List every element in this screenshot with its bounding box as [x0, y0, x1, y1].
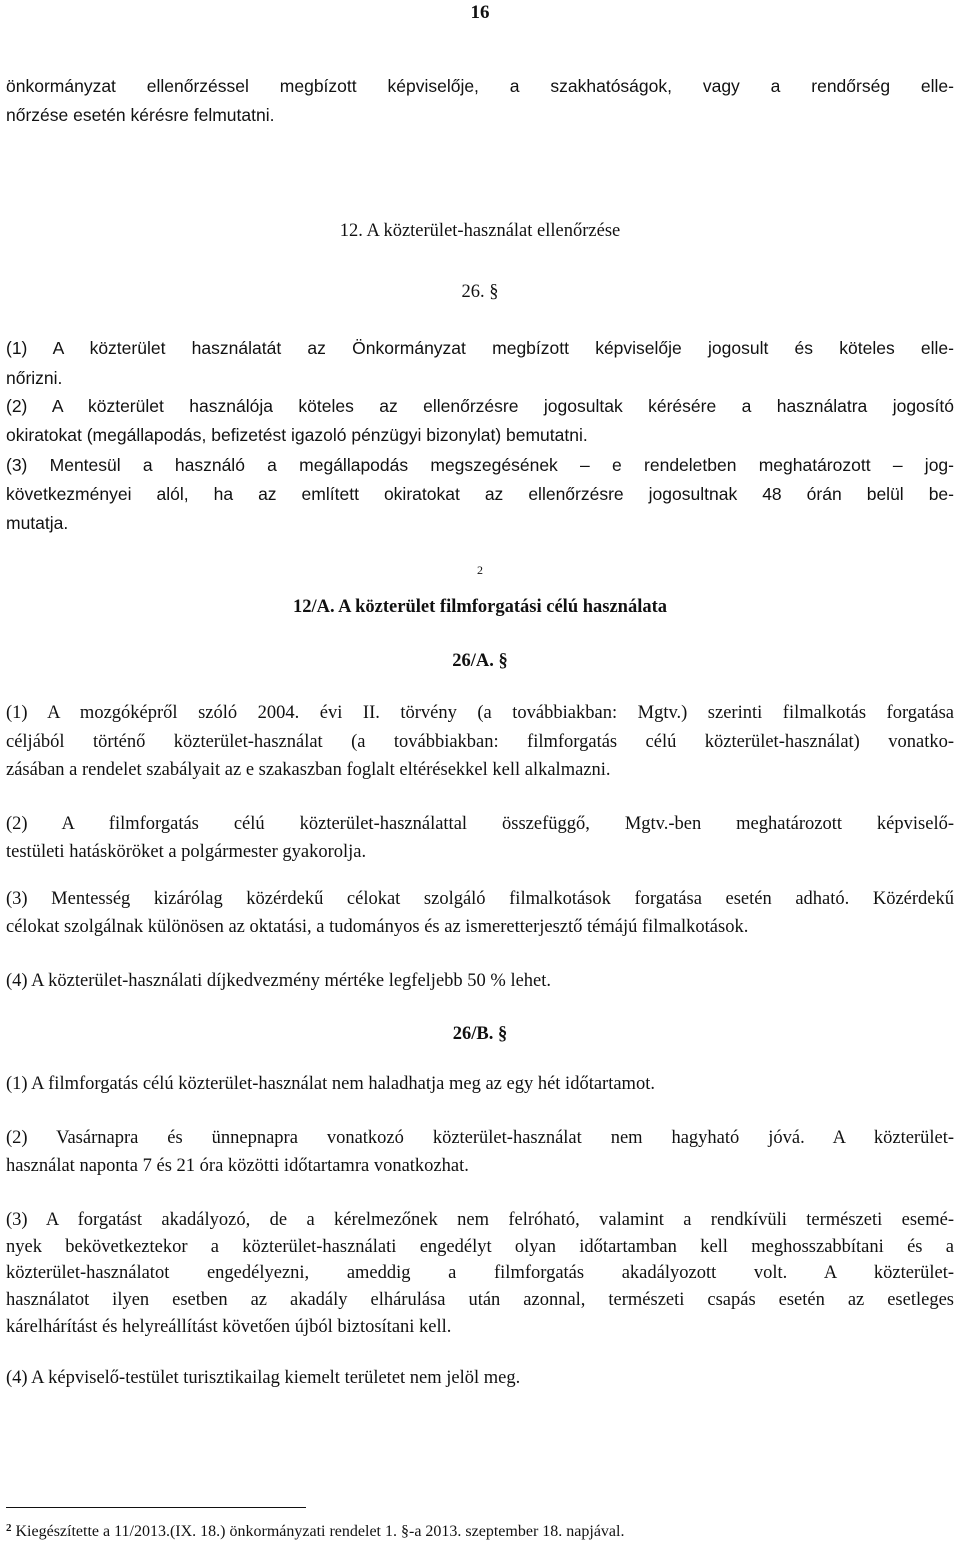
text-line: (1) A filmforgatás célú közterület-használat nem haladhatja meg az egy hét időtartamot. [6, 1074, 655, 1094]
text-line: (3) Mentesség kizárólag közérdekű célokat szolgáló filmalkotások forgatása esetén adható. Közérdekű [6, 889, 954, 909]
footnote-number: 2 [6, 1522, 12, 1534]
text-line: (3) A forgatást akadályozó, de a kérelmezőnek nem felróható, valamint a rendkívüli természeti esemé- [6, 1210, 954, 1230]
text-line: (1) A közterület használatát az Önkormányzat megbízott képviselője jogosult és köteles elle- [6, 338, 954, 358]
text-line: okiratokat (megállapodás, befizetést igazoló pénzügyi bizonylat) bemutatni. [6, 425, 588, 445]
text-line: nőrzése esetén kérésre felmutatni. [6, 105, 275, 125]
text-line: (3) Mentesül a használó a megállapodás megszegésének – e rendeletben meghatározott – jog- [6, 455, 954, 475]
text-line: céljából történő közterület-használat (a továbbiakban: filmforgatás célú közterület-használat) vonatko- [6, 732, 954, 752]
text-line: 26/A. § [452, 651, 508, 671]
text-line: 26. § [461, 282, 499, 302]
text-line: használatot ilyen esetben az akadály elhárulása után azonnal, természeti csapás esetén az esetleges [6, 1290, 954, 1310]
text-line: nyek bekövetkeztekor a közterület-használati engedélyt olyan időtartamban kell meghosszabbítani és a [6, 1237, 954, 1257]
text-line: mutatja. [6, 513, 69, 533]
text-line: kárelhárítást és helyreállítást követően újból biztosítani kell. [6, 1317, 452, 1337]
text-line: (2) A közterület használója köteles az ellenőrzésre jogosultak kérésére a használatra jogosító [6, 396, 954, 416]
text-line: közterület-használatot engedélyezni, ameddig a filmforgatás akadályozott volt. A közterület- [6, 1263, 954, 1283]
text-line: 12. A közterület-használat ellenőrzése [339, 221, 621, 241]
footnote-divider [6, 1507, 306, 1508]
text-line: nőrizni. [6, 368, 63, 388]
text-line: következményei alól, ha az említett okiratokat az ellenőrzésre jogosultnak 48 órán belül be- [6, 484, 954, 504]
text-line: zásában a rendelet szabályait az e szakaszban foglalt eltérésekkel kell alkalmazni. [6, 760, 611, 780]
footnote [6, 1522, 624, 1541]
page-number: 16 [470, 2, 490, 23]
footnote-text: Kiegészítette a 11/2013.(IX. 18.) önkormányzati rendelet 1. §-a 2013. szeptember 18. napjával. [15, 1523, 625, 1540]
text-line: (2) A filmforgatás célú közterület-használattal összefüggő, Mgtv.-ben meghatározott képviselő- [6, 814, 954, 834]
text-line: 12/A. A közterület filmforgatási célú használata [292, 597, 668, 617]
text-line: célokat szolgálnak különösen az oktatási, a tudományos és az ismeretterjesztő témájú filmalkotások. [6, 917, 749, 937]
text-line: (2) Vasárnapra és ünnepnapra vonatkozó közterület-használat nem hagyható jóvá. A közterület- [6, 1128, 954, 1148]
text-line: 26/B. § [452, 1024, 508, 1044]
text-line: testületi hatásköröket a polgármester gyakorolja. [6, 842, 367, 862]
text-line: (1) A mozgóképről szóló 2004. évi II. törvény (a továbbiakban: Mgtv.) szerinti filmalkotás forgatása [6, 703, 954, 723]
text-line: (4) A közterület-használati díjkedvezmény mértéke legfeljebb 50 % lehet. [6, 971, 552, 991]
text-line: önkormányzat ellenőrzéssel megbízott képviselője, a szakhatóságok, vagy a rendőrség elle- [6, 76, 954, 96]
text-line: (4) A képviselő-testület turisztikailag kiemelt területet nem jelöl meg. [6, 1368, 521, 1388]
text-line: használat naponta 7 és 21 óra közötti időtartamra vonatkozhat. [6, 1156, 469, 1176]
footnote-reference: 2 [477, 563, 483, 577]
